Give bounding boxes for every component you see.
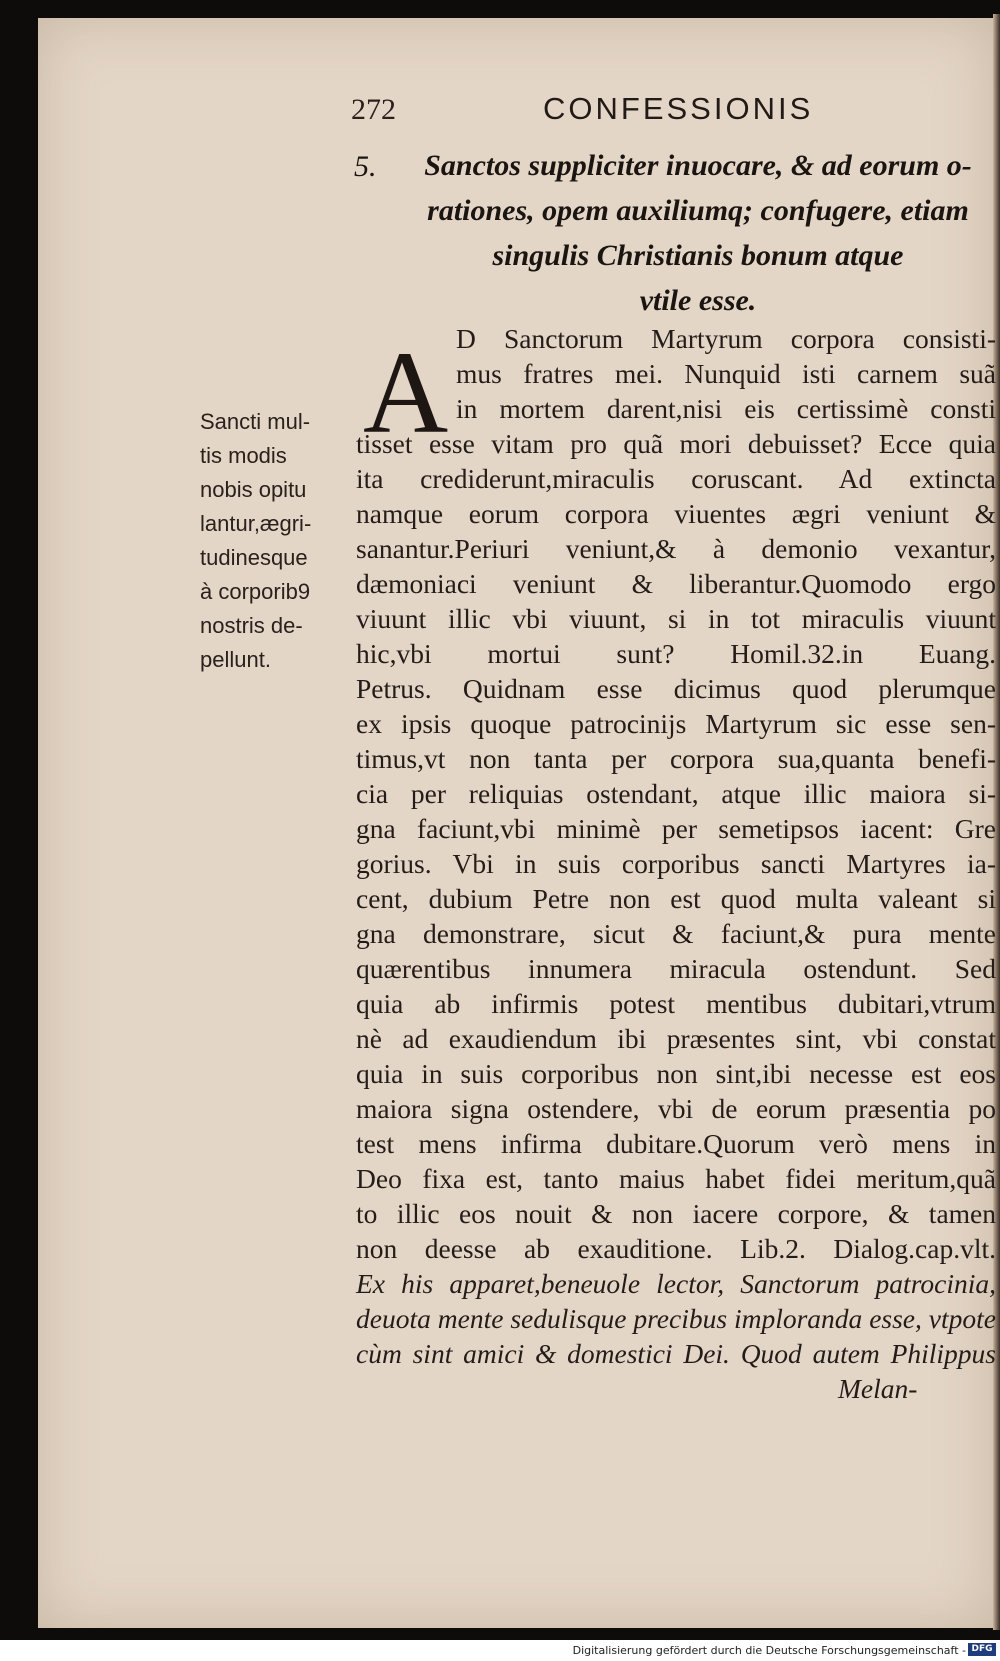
- margin-note: [200, 405, 350, 677]
- body-line: Melan-: [838, 1373, 918, 1404]
- body-line: quærentibus innumera miracula ostendunt. Sed: [356, 953, 996, 984]
- body-line: Deo fixa est, tanto maius habet fidei meritum,quã: [356, 1163, 996, 1194]
- heading-line: vtile esse.: [639, 284, 757, 317]
- running-head: CONFESSIONIS: [543, 91, 814, 126]
- body-line: quia in suis corporibus non sint,ibi necesse est eos: [356, 1058, 996, 1089]
- body-line: to illic eos nouit & non iacere corpore, & tamen: [356, 1198, 996, 1229]
- body-line: Petrus. Quidnam esse dicimus quod plerumque: [356, 673, 996, 704]
- heading-line: rationes, opem auxiliumq; confugere, etiam: [427, 194, 969, 227]
- heading-line: singulis Christianis bonum atque: [492, 239, 904, 272]
- body-line: hic,vbi mortui sunt? Homil.32.in Euang.: [356, 638, 996, 669]
- page-header: [38, 93, 993, 133]
- body-line: timus,vt non tanta per corpora sua,quanta benefi-: [356, 743, 996, 774]
- body-line: nè ad exaudiendum ibi præsentes sint, vbi constat: [356, 1023, 996, 1054]
- body-line: quia ab infirmis potest mentibus dubitari,vtrum: [356, 988, 996, 1019]
- body-line: ex ipsis quoque patrocinijs Martyrum sic esse sen-: [356, 708, 996, 739]
- body-line: sanantur.Periuri veniunt,& à demonio vexantur,: [356, 533, 996, 564]
- heading-number: 5.: [354, 150, 377, 183]
- margin-note-line: lantur,ægri-: [200, 511, 312, 536]
- margin-note-line: Sancti mul-: [200, 409, 311, 434]
- body-line: gna demonstrare, sicut & faciunt,& pura mente: [356, 918, 996, 949]
- margin-note-line: tis modis: [200, 443, 287, 468]
- body-line: maiora signa ostendere, vbi de eorum præsentia po: [356, 1093, 996, 1124]
- margin-note-line: nobis opitu: [200, 477, 307, 502]
- body-line: in mortem darent,nisi eis certissimè consti: [456, 393, 996, 424]
- body-line: gna faciunt,vbi minimè per semetipsos iacent: Gre: [356, 813, 996, 844]
- dfg-logo: DFG: [968, 1643, 996, 1656]
- body-line: ita crediderunt,miraculis coruscant. Ad extincta: [356, 463, 996, 494]
- body-line: cia per reliquias ostendant, atque illic maiora si-: [356, 778, 996, 809]
- footer: [0, 1640, 1000, 1661]
- body-line: cùm sint amici & domestici Dei. Quod autem Philippus: [356, 1338, 996, 1369]
- body-line: mus fratres mei. Nunquid isti carnem suã: [456, 358, 996, 389]
- body-line: dæmoniaci veniunt & liberantur.Quomodo ergo: [356, 568, 996, 599]
- body-line: viuunt illic vbi viuunt, si in tot miraculis viuunt: [356, 603, 996, 634]
- body-line: deuota mente sedulisque precibus imploranda esse, vtpote: [356, 1303, 996, 1334]
- margin-note-line: nostris de-: [200, 613, 303, 638]
- body-line: non deesse ab exauditione. Lib.2. Dialog.cap.vlt.: [356, 1233, 996, 1264]
- body-line: namque eorum corpora viuentes ægri veniunt &: [356, 498, 996, 529]
- page-number: 272: [351, 93, 396, 126]
- body-line: cent, dubium Petre non est quod multa valeant si: [356, 883, 996, 914]
- book-page: [38, 18, 996, 1628]
- drop-cap: A: [363, 327, 449, 458]
- body-line: Ex his apparet,beneuole lector, Sanctorum patrocinia,: [356, 1268, 996, 1299]
- body-line: D Sanctorum Martyrum corpora consisti-: [456, 323, 996, 354]
- heading-line: Sanctos suppliciter inuocare, & ad eorum o-: [424, 149, 972, 182]
- body-line: gorius. Vbi in suis corporibus sancti Martyres ia-: [356, 848, 996, 879]
- footer-text: Digitalisierung gefördert durch die Deutsche Forschungsgemeinschaft -: [572, 1644, 966, 1657]
- section-heading: [383, 143, 1000, 323]
- margin-note-line: pellunt.: [200, 647, 271, 672]
- margin-note-line: à corporib9: [200, 579, 311, 604]
- body-line: tisset esse vitam pro quã mori debuisset? Ecce quia: [356, 428, 996, 459]
- body-line: test mens infirma dubitare.Quorum verò mens in: [356, 1128, 996, 1159]
- margin-note-line: tudinesque: [200, 545, 308, 570]
